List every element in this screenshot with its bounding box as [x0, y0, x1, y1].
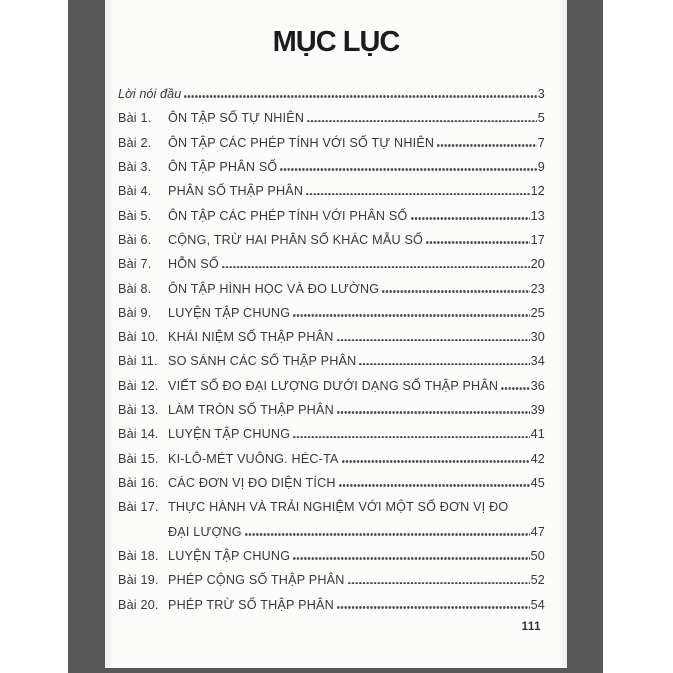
toc-entry-label: Bài 14.: [118, 427, 159, 442]
toc-entry-title: LUYỆN TẬP CHUNG: [168, 427, 291, 442]
toc-entry: [118, 398, 545, 422]
dot-leader: [245, 533, 530, 536]
paper-sheet: [105, 0, 567, 668]
toc-entry-label: Bài 16.: [118, 476, 159, 490]
toc-entry-label: Bài 5.: [118, 208, 152, 223]
toc-entry-label: Bài 8.: [118, 281, 152, 296]
toc-entry: [118, 447, 545, 471]
toc-entry-label: Bài 7.: [118, 257, 152, 272]
toc-entry: [118, 593, 545, 617]
toc-entry: [118, 252, 545, 276]
toc-entry-title: ÔN TẬP CÁC PHÉP TÍNH VỚI SỐ TỰ NHIÊN: [168, 135, 435, 150]
toc-entry: [118, 155, 545, 179]
dot-leader: [307, 120, 537, 123]
page-title: MỤC LỤC: [272, 26, 400, 58]
dot-leader: [437, 144, 537, 147]
toc-entry-title: SO SÁNH CÁC SỐ THẬP PHÂN: [168, 354, 357, 369]
toc-rows: [118, 82, 545, 617]
toc-entry-page: 7: [537, 135, 545, 150]
toc-entry: [118, 277, 545, 301]
dot-leader: [342, 460, 530, 463]
dot-leader: [306, 193, 529, 196]
dot-leader: [222, 266, 530, 269]
toc-entry-title: CÁC ĐƠN VỊ ĐO DIỆN TÍCH: [168, 476, 336, 490]
dot-leader: [337, 606, 530, 609]
toc-entry-title: LÀM TRÒN SỐ THẬP PHÂN: [168, 403, 334, 418]
toc-entry: [118, 520, 545, 544]
toc-entry-title: ÔN TẬP CÁC PHÉP TÍNH VỚI PHÂN SỐ: [168, 208, 408, 223]
toc-entry-label: Bài 9.: [118, 305, 152, 320]
toc-entry-title: KI-LÔ-MÉT VUÔNG. HÉC-TA: [168, 451, 339, 466]
toc-entry-label: Bài 4.: [118, 184, 152, 199]
toc-entry-page: 47: [530, 524, 545, 539]
toc-entry-title: PHÉP TRỪ SỐ THẬP PHÂN: [168, 597, 334, 612]
toc-entry-title: THỰC HÀNH VÀ TRẢI NGHIỆM VỚI MỘT SỐ ĐƠN VỊ ĐO: [168, 500, 509, 515]
toc-entry-page: 5: [537, 111, 545, 126]
toc-entry-title: ÔN TẬP SỐ TỰ NHIÊN: [168, 111, 305, 126]
toc-entry-label: Bài 18.: [118, 548, 159, 563]
dot-leader: [348, 582, 530, 585]
toc-entry-label: Bài 20.: [118, 597, 159, 612]
dot-leader: [337, 339, 530, 342]
page-number: 111: [521, 621, 541, 633]
toc-entry-label: Bài 3.: [118, 159, 152, 174]
toc-entry-page: 34: [530, 354, 545, 369]
toc-entry: [118, 325, 545, 349]
dot-leader: [293, 436, 529, 439]
toc-entry-label: Bài 11.: [118, 354, 158, 369]
toc-entry-title: ÔN TẬP PHÂN SỐ: [168, 159, 278, 174]
toc-entry-title: PHÉP CỘNG SỐ THẬP PHÂN: [168, 573, 345, 588]
toc-entry-label: Bài 2.: [118, 135, 152, 150]
toc-entry-title: CỘNG, TRỪ HAI PHÂN SỐ KHÁC MẪU SỐ: [168, 232, 424, 247]
toc-entry: [118, 544, 545, 568]
dot-leader: [501, 387, 529, 390]
dot-leader: [337, 411, 530, 414]
toc-entry-page: 9: [537, 159, 545, 174]
toc-entry-page: 45: [530, 476, 545, 490]
dot-leader: [293, 314, 529, 317]
photo-left-edge: [68, 0, 105, 673]
toc-entry-title: HỖN SỐ: [168, 257, 219, 272]
toc-entry-label: Bài 17.: [118, 500, 159, 515]
toc-entry-title: ĐẠI LƯỢNG: [168, 524, 242, 539]
toc-entry-title: LUYỆN TẬP CHUNG: [168, 548, 291, 563]
dot-leader: [382, 290, 529, 293]
toc-entry: [118, 131, 545, 155]
toc-entry: [118, 179, 545, 203]
toc-entry-label: Bài 12.: [118, 378, 159, 393]
toc-entry-label: Bài 1.: [118, 111, 152, 126]
dot-leader: [359, 363, 529, 366]
toc-entry-page: 39: [530, 403, 545, 418]
toc-entry-title: VIẾT SỐ ĐO ĐẠI LƯỢNG DƯỚI DẠNG SỐ THẬP PHÂN: [168, 378, 499, 393]
toc-entry: [118, 374, 545, 398]
toc-entry-title: LUYỆN TẬP CHUNG: [168, 305, 291, 320]
toc-entry: [118, 106, 545, 130]
dot-leader: [339, 484, 530, 487]
dot-leader: [293, 557, 529, 560]
toc-entry: [118, 471, 545, 495]
toc-entry: [118, 568, 545, 592]
toc-entry: [118, 422, 545, 446]
toc-entry: [118, 204, 545, 228]
photo-bottom-edge: [105, 668, 567, 673]
toc-entry-title: KHÁI NIỆM SỐ THẬP PHÂN: [168, 330, 334, 345]
toc-entry-page: 17: [530, 232, 545, 247]
toc-entry-page: 42: [530, 451, 545, 466]
toc-entry: [118, 82, 545, 106]
dot-leader: [280, 168, 536, 171]
toc-entry: [118, 495, 545, 519]
toc-entry-page: 3: [537, 87, 545, 101]
toc-entry-label: Bài 6.: [118, 232, 152, 247]
toc-entry-page: 20: [530, 257, 545, 272]
dot-leader: [426, 241, 530, 244]
dot-leader: [184, 95, 536, 98]
toc-entry-title: PHÂN SỐ THẬP PHÂN: [168, 184, 304, 199]
toc-entry-page: 13: [530, 208, 545, 223]
toc-entry-page: 54: [530, 597, 545, 612]
toc-entry-page: 30: [530, 330, 545, 345]
toc-entry-page: 23: [530, 281, 545, 296]
toc-entry-title: Lời nói đầu: [118, 87, 182, 101]
toc-entry-label: Bài 13.: [118, 403, 159, 418]
toc-entry-page: 50: [530, 548, 545, 563]
toc-entry-label: Bài 15.: [118, 451, 159, 466]
toc-entry-page: 41: [530, 427, 545, 442]
toc-entry-page: 25: [530, 305, 545, 320]
toc-entry-label: Bài 10.: [118, 330, 159, 345]
toc-entry-page: 12: [530, 184, 545, 199]
photo-right-edge: [567, 0, 603, 673]
dot-leader: [411, 217, 530, 220]
toc-entry-page: 52: [530, 573, 545, 588]
toc-entry: [118, 349, 545, 373]
toc-entry-title: ÔN TẬP HÌNH HỌC VÀ ĐO LƯỜNG: [168, 281, 380, 296]
toc-entry: [118, 228, 545, 252]
toc-entry: [118, 301, 545, 325]
toc-entry-page: 36: [530, 378, 545, 393]
toc-entry-label: Bài 19.: [118, 573, 159, 588]
